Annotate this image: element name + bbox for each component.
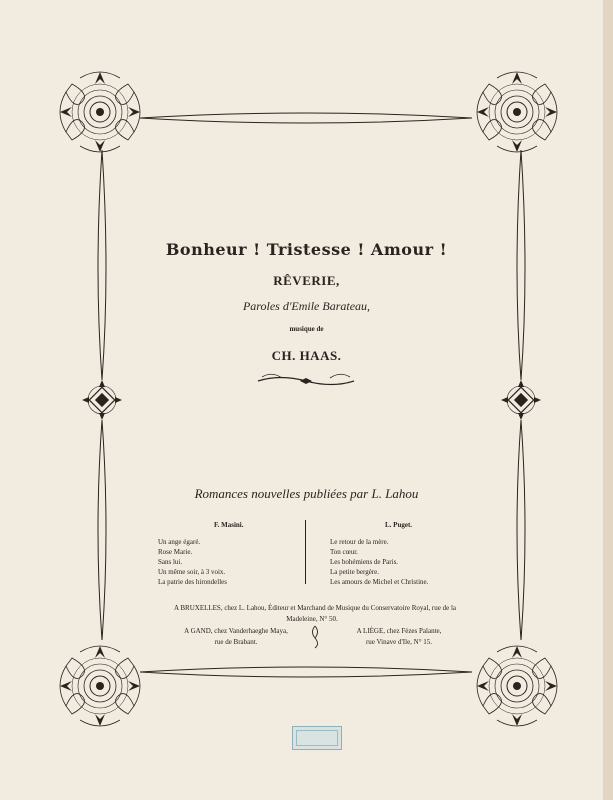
music-by-label: musique de <box>289 325 324 333</box>
list-item: Rose Marie. <box>158 548 193 556</box>
right-column-list <box>330 537 428 587</box>
list-item: La patrie des hirondelles <box>158 578 228 586</box>
main-title: Bonheur ! Tristesse ! Amour ! <box>165 240 448 259</box>
left-column-composer: F. Masini. <box>214 521 244 529</box>
subtitle: RÊVERIE, <box>273 273 340 288</box>
list-item: Le retour de la mère. <box>330 538 389 546</box>
list-item: Les bohémiens de Paris. <box>330 558 399 566</box>
gand-address: rue de Brabant. <box>214 638 258 646</box>
list-item: Un même soir, à 3 voix. <box>158 568 226 576</box>
gand-line: A GAND, chez Vanderhaeghe Maya, <box>184 627 288 635</box>
left-column-list <box>158 537 227 587</box>
library-stamp <box>292 726 342 750</box>
list-item: Ton cœur. <box>330 548 358 556</box>
lyricist-line: Paroles d'Emile Barateau, <box>242 299 371 313</box>
right-column-composer: L. Puget. <box>385 521 413 529</box>
list-item: Les amours de Michel et Christine. <box>330 578 429 586</box>
list-item: La petite bergère. <box>330 568 380 576</box>
romances-heading: Romances nouvelles publiées par L. Lahou <box>194 486 419 501</box>
composer-name: CH. HAAS. <box>271 348 342 363</box>
bruxelles-line: A BRUXELLES, chez L. Lahou, Éditeur et Marchand de Musique du Conservatoire Royal, rue de la <box>173 604 457 612</box>
column-divider <box>305 520 306 584</box>
list-item: Un ange égaré. <box>158 538 201 546</box>
liege-line: A LIÈGE, chez Fèzes Palante, <box>356 627 442 635</box>
list-item: Sans lui. <box>158 558 183 566</box>
liege-address: rue Vinave d'Ile, N° 15. <box>365 638 433 646</box>
bruxelles-address: Madeleine, N° 50. <box>286 615 338 623</box>
